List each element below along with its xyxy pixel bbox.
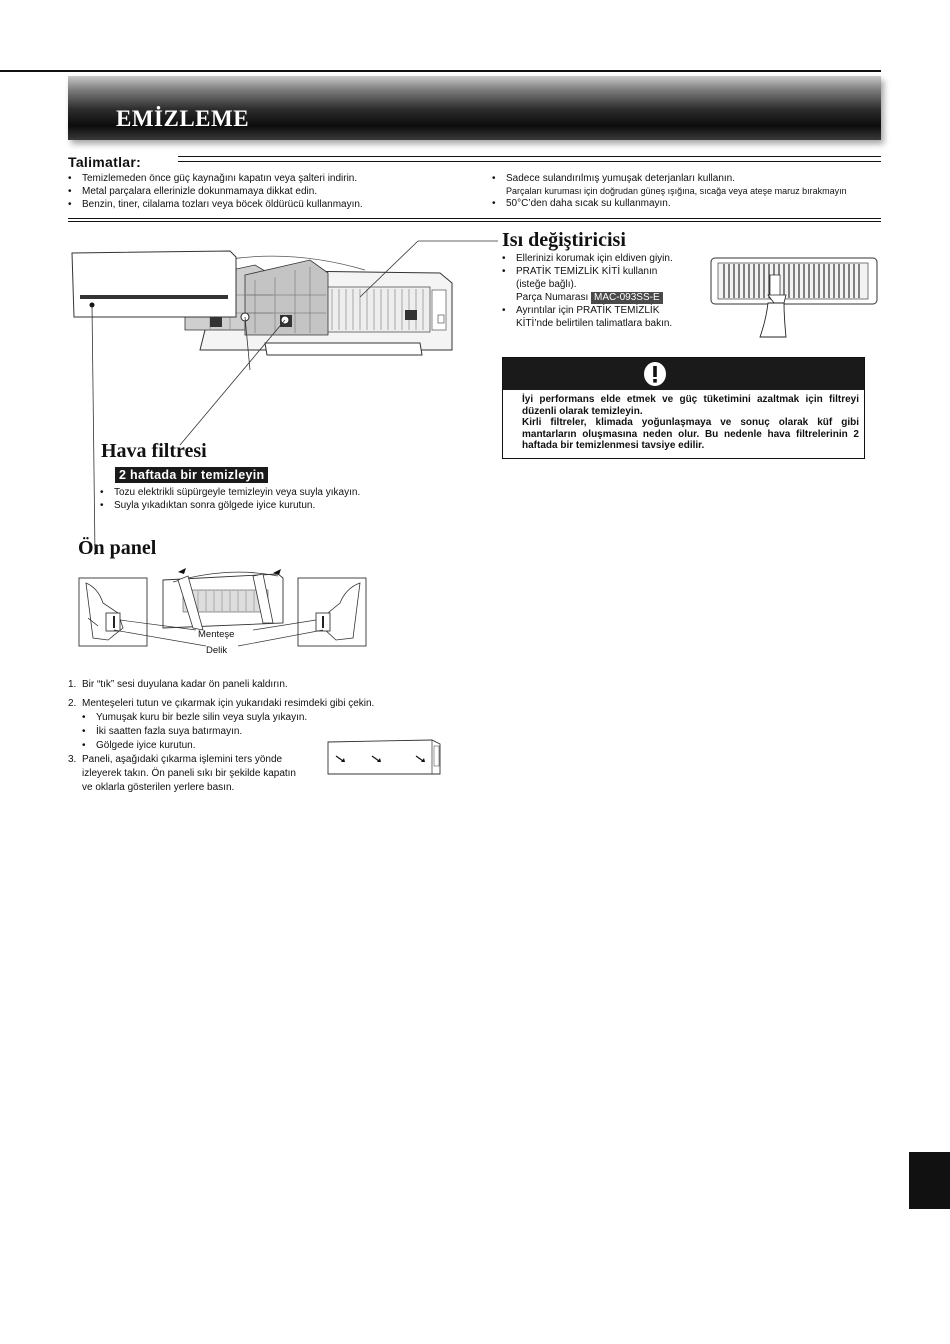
list-item: • Suyla yıkadıktan sonra gölgede iyice kurutun. [100, 499, 420, 512]
exclamation-icon [643, 361, 667, 387]
step-1 [68, 678, 448, 692]
list-item-text: Ayrıntılar için PRATİK TEMİZLİK [516, 305, 660, 316]
step-number: 1. [68, 679, 77, 690]
list-item: • Ellerinizi korumak için eldiven giyin. [502, 252, 702, 265]
step-text: Menteşeleri tutun ve çıkarmak için yukarıdaki resimdeki gibi çekin. [82, 698, 375, 709]
step-text: Paneli, aşağıdaki çıkarma işlemini ters yönde izleyerek takın. Ön paneli sıkı bir şekilde kapatın ve oklarla gösterilen yerlere basın. [82, 754, 296, 793]
instructions-double-rule [178, 156, 881, 162]
list-item: • Metal parçalara ellerinizle dokunmamaya dikkat edin. [68, 185, 488, 198]
reinstall-panel-illustration [326, 738, 442, 778]
section-banner [68, 76, 881, 140]
step-2 [68, 697, 448, 711]
instructions-left-list [68, 172, 488, 211]
list-item: • 50°C’den daha sıcak su kullanmayın. [492, 197, 892, 210]
part-number-badge: MAC-093SS-E [591, 292, 663, 304]
list-item: • Tozu elektrikli süpürgeyle temizleyin veya suyla yıkayın. [100, 486, 420, 499]
step-text: Bir “tık” sesi duyulana kadar ön paneli kaldırın. [82, 679, 288, 690]
air-filter-badge: 2 haftada bir temizleyin [115, 467, 268, 483]
step-3 [68, 753, 308, 795]
hinge-label: Menteşe [198, 629, 235, 640]
step-2-sub: • Yumuşak kuru bir bezle silin veya suyla yıkayın. [68, 711, 448, 725]
list-item [502, 304, 702, 330]
list-item [492, 172, 892, 197]
cleaning-kit-illustration [708, 255, 880, 340]
page-edge-tab [909, 1152, 950, 1209]
step-number: 2. [68, 698, 77, 709]
list-item-text: KİTİ’nde belirtilen talimatlara bakın. [516, 318, 673, 329]
air-filter-title: Hava filtresi [101, 440, 207, 462]
list-item-text: (isteğe bağlı). [516, 279, 577, 290]
warning-box [502, 357, 865, 459]
section-divider [68, 221, 881, 222]
instructions-heading: Talimatlar: [68, 154, 142, 170]
list-item [502, 265, 702, 304]
list-item-note: Parçaları kuruması için doğrudan güneş ışığına, sıcağa veya ateşe maruz bırakmayın [506, 186, 847, 196]
step-2-sub: • Gölgede iyice kurutun. [68, 739, 448, 753]
top-rule [0, 70, 881, 72]
hole-label: Delik [206, 645, 228, 656]
air-filter-list [100, 486, 420, 512]
warning-line: Kirli filtreler, klimada yoğunlaşmaya ve sonuç olarak küf gibi mantarların oluşmasına neden olur. Bu nedenle hava filtrelerinin 2 haftada bir temizlenmesi tavsiye edilir. [522, 417, 859, 451]
list-item: • Benzin, tiner, cilalama tozları veya böcek öldürücü kullanmayın. [68, 198, 488, 211]
section-divider [68, 218, 881, 219]
part-number-label: Parça Numarası [516, 292, 589, 303]
warning-header [503, 358, 864, 390]
front-panel-title: Ön panel [78, 537, 157, 559]
list-item-text: PRATİK TEMİZLİK KİTİ kullanın [516, 266, 658, 277]
warning-text [503, 390, 864, 452]
instructions-right-list [492, 172, 892, 210]
list-item: • Temizlemeden önce güç kaynağını kapatın veya şalteri indirin. [68, 172, 488, 185]
warning-line: İyi performans elde etmek ve güç tüketimini azaltmak için filtreyi düzenli olarak temizleyin. [522, 394, 859, 417]
heat-exchanger-list [502, 252, 702, 330]
page-title: EMİZLEME [116, 106, 250, 131]
step-number: 3. [68, 754, 77, 765]
step-2-sub: • İki saatten fazla suya batırmayın. [68, 725, 448, 739]
list-item-text: Sadece sulandırılmış yumuşak deterjanları kullanın. [506, 173, 736, 184]
heat-exchanger-title: Isı değiştiricisi [502, 229, 626, 251]
